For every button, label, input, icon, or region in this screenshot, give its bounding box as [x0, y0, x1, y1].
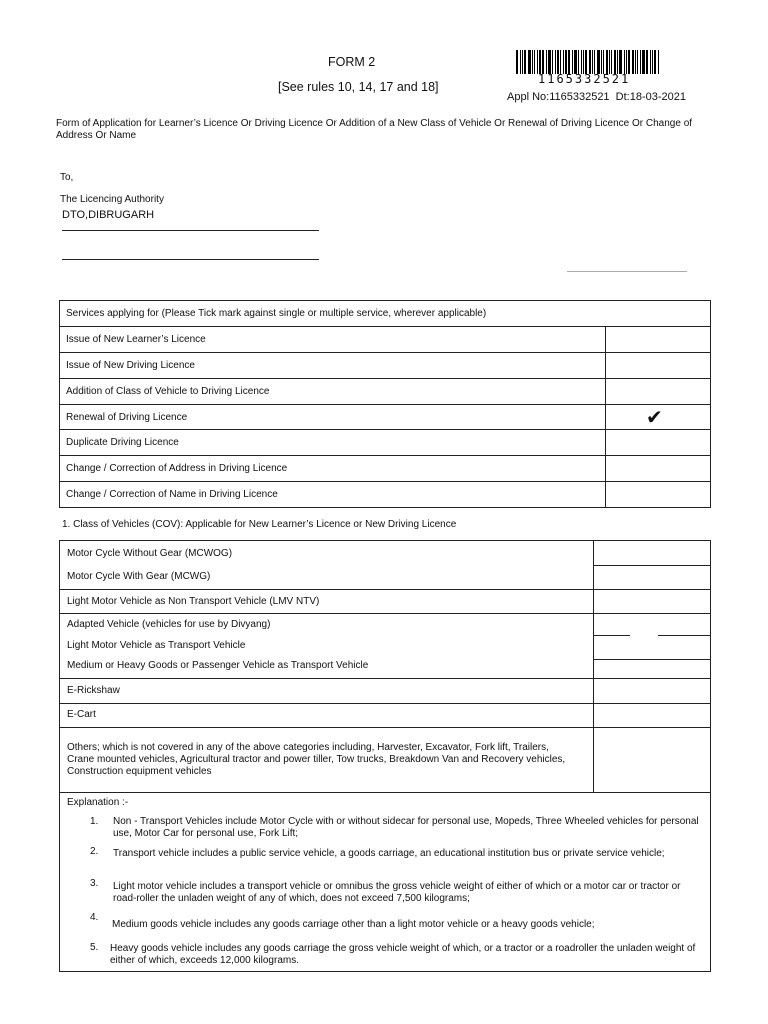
barcode-bar [539, 50, 541, 74]
service-checkbox-renewal[interactable] [606, 405, 711, 430]
service-label: Duplicate Driving Licence [60, 430, 606, 456]
barcode-bar [637, 50, 638, 74]
cov-mcwg: Motor Cycle With Gear (MCWG) [67, 571, 211, 582]
barcode-bar [560, 50, 561, 74]
cov-adapted-line [658, 635, 711, 636]
barcode-bar [642, 50, 645, 74]
service-row [60, 430, 711, 456]
barcode-bar [532, 50, 533, 74]
barcode-bar [557, 50, 559, 74]
cov-heavy: Medium or Heavy Goods or Passenger Vehicle as Transport Vehicle [67, 660, 369, 671]
explanation-item: Heavy goods vehicle includes any goods carriage the gross vehicle weight of which, or a tractor or a roadroller the unladen weight of either of which, exceeds 12,000 kilograms. [110, 943, 696, 966]
barcode-bar [574, 50, 577, 74]
barcode-bar [581, 50, 582, 74]
service-label: Change / Correction of Name in Driving Licence [60, 482, 606, 508]
barcode-bar [603, 50, 604, 74]
barcode-bar [585, 50, 587, 74]
explanation-number: 4. [90, 912, 99, 923]
barcode-bar [522, 50, 523, 74]
barcode-bar [583, 50, 584, 74]
barcode-bar [640, 50, 641, 74]
cov-ecart: E-Cart [67, 709, 96, 720]
cov-divider [60, 613, 711, 614]
service-row [60, 353, 711, 379]
barcode-bar [563, 50, 564, 74]
cov-lmv-tv: Light Motor Vehicle as Transport Vehicle [67, 640, 246, 651]
barcode-bar [524, 50, 526, 74]
barcode-bar [537, 50, 538, 74]
cov-others: Others; which is not covered in any of the above categories including, Harvester, Excavator, Fork lift, Trailers, Crane mounted vehicles, Agricultural tractor and power tiller, Tow trucks, Breakdown Van and Recovery vehicles, Construction equipment vehicles [67, 742, 566, 777]
barcode-bar [617, 50, 618, 74]
explanation-number: 5. [90, 942, 99, 953]
barcode-bar [611, 50, 612, 74]
cov-divider [60, 703, 711, 704]
to-label: To, [60, 172, 74, 183]
cov-divider [60, 792, 711, 793]
barcode-bar [652, 50, 653, 74]
barcode-bar [589, 50, 591, 74]
barcode-bar [568, 50, 570, 74]
cov-adapted-line [593, 635, 630, 636]
barcode-bar [619, 50, 622, 74]
cov-checkbox-divider [593, 565, 711, 566]
barcode-bar [654, 50, 656, 74]
explanation-item: Light motor vehicle includes a transport vehicle or omnibus the gross vehicle weight of either of which or a motor car or tractor or road-roller the unladen weight of any of which, does not exceed 7,500 kilograms; [113, 881, 681, 904]
barcode-bar [609, 50, 610, 74]
barcode-bar [528, 50, 531, 74]
cov-erickshaw: E-Rickshaw [67, 685, 120, 696]
address-line-2 [62, 259, 319, 260]
cov-checkbox-divider [593, 659, 711, 660]
address-line-1 [62, 230, 319, 231]
services-table [59, 300, 711, 508]
service-row [60, 327, 711, 353]
cov-lmv-ntv: Light Motor Vehicle as Non Transport Vehicle (LMV NTV) [67, 596, 320, 607]
barcode-bar [565, 50, 567, 74]
barcode-bar [658, 50, 659, 74]
service-checkbox-new-learner[interactable] [606, 327, 711, 353]
barcode-bar [552, 50, 553, 74]
cov-divider [60, 727, 711, 728]
barcode-bar [624, 50, 625, 74]
service-row [60, 379, 711, 405]
barcode-bar [628, 50, 630, 74]
barcode-bar [572, 50, 573, 74]
cov-table [59, 540, 711, 972]
explanation-number: 1. [90, 816, 99, 827]
authority-label: The Licencing Authority [60, 194, 164, 205]
signature-line [567, 271, 687, 272]
barcode-bar [632, 50, 634, 74]
service-label: Addition of Class of Vehicle to Driving Licence [60, 379, 606, 405]
explanation-item: Medium goods vehicle includes any goods carriage other than a light motor vehicle or a heavy goods vehicle; [112, 919, 595, 930]
barcode-bar [626, 50, 627, 74]
cov-mcwog: Motor Cycle Without Gear (MCWOG) [67, 548, 233, 559]
barcode-number: 1165332521 [538, 72, 631, 86]
barcode-bar [534, 50, 535, 74]
barcode-bar [520, 50, 521, 74]
rules-reference: [See rules 10, 14, 17 and 18] [278, 80, 439, 94]
explanation-number: 2. [90, 846, 99, 857]
cov-adapted: Adapted Vehicle (vehicles for use by Divyang) [67, 619, 271, 630]
barcode-bar [635, 50, 636, 74]
service-checkbox-duplicate[interactable] [606, 430, 711, 456]
barcode-bar [597, 50, 600, 74]
service-label: Renewal of Driving Licence [60, 405, 606, 430]
barcode-bar [614, 50, 616, 74]
barcode-bar [594, 50, 595, 74]
service-row [60, 456, 711, 482]
form-title: FORM 2 [328, 55, 376, 69]
office-name: DTO,DIBRUGARH [62, 209, 155, 221]
cov-divider [60, 589, 711, 590]
barcode-bar [606, 50, 608, 74]
explanation-item: Non - Transport Vehicles include Motor Cycle with or without sidecar for personal use, Mopeds, Three Wheeled vehicles for personal use, Motor Car for personal use, Fork Lift; [113, 816, 699, 839]
explanation-item: Transport vehicle includes a public service vehicle, a goods carriage, an educational institution bus or private service vehicle; [113, 848, 665, 859]
service-label: Issue of New Learner’s Licence [60, 327, 606, 353]
cov-checkbox-column [593, 541, 594, 792]
service-row [60, 405, 711, 430]
services-heading: Services applying for (Please Tick mark against single or multiple service, wherever applicable) [60, 301, 711, 327]
cov-heading: 1. Class of Vehicles (COV): Applicable for New Learner’s Licence or New Driving Licence [62, 519, 457, 530]
service-label: Issue of New Driving Licence [60, 353, 606, 379]
barcode-bar [555, 50, 556, 74]
service-row [60, 482, 711, 508]
barcode-bar [650, 50, 651, 74]
service-checkbox-add-class[interactable] [606, 379, 711, 405]
barcode-bar [578, 50, 579, 74]
application-number: Appl No:1165332521 Dt:18-03-2021 [507, 91, 686, 103]
cov-divider [60, 678, 711, 679]
service-checkbox-change-address[interactable] [606, 456, 711, 482]
explanation-number: 3. [90, 878, 99, 889]
service-checkbox-change-name[interactable] [606, 482, 711, 508]
form-intro: Form of Application for Learner’s Licence Or Driving Licence Or Addition of a New Class of Vehicle Or Renewal of Driving Licence Or Change of Address Or Name [56, 118, 693, 141]
barcode-image [516, 50, 692, 74]
barcode-bar [546, 50, 547, 74]
barcode-bar [516, 50, 518, 74]
barcode-bar [542, 50, 544, 74]
barcode-bar [646, 50, 648, 74]
barcode-bar [592, 50, 593, 74]
explanation-title: Explanation :- [67, 797, 129, 808]
barcode-bar [601, 50, 602, 74]
barcode-bar [548, 50, 551, 74]
check-mark-icon: ✔ [646, 407, 663, 429]
service-label: Change / Correction of Address in Driving Licence [60, 456, 606, 482]
service-checkbox-new-driving[interactable] [606, 353, 711, 379]
